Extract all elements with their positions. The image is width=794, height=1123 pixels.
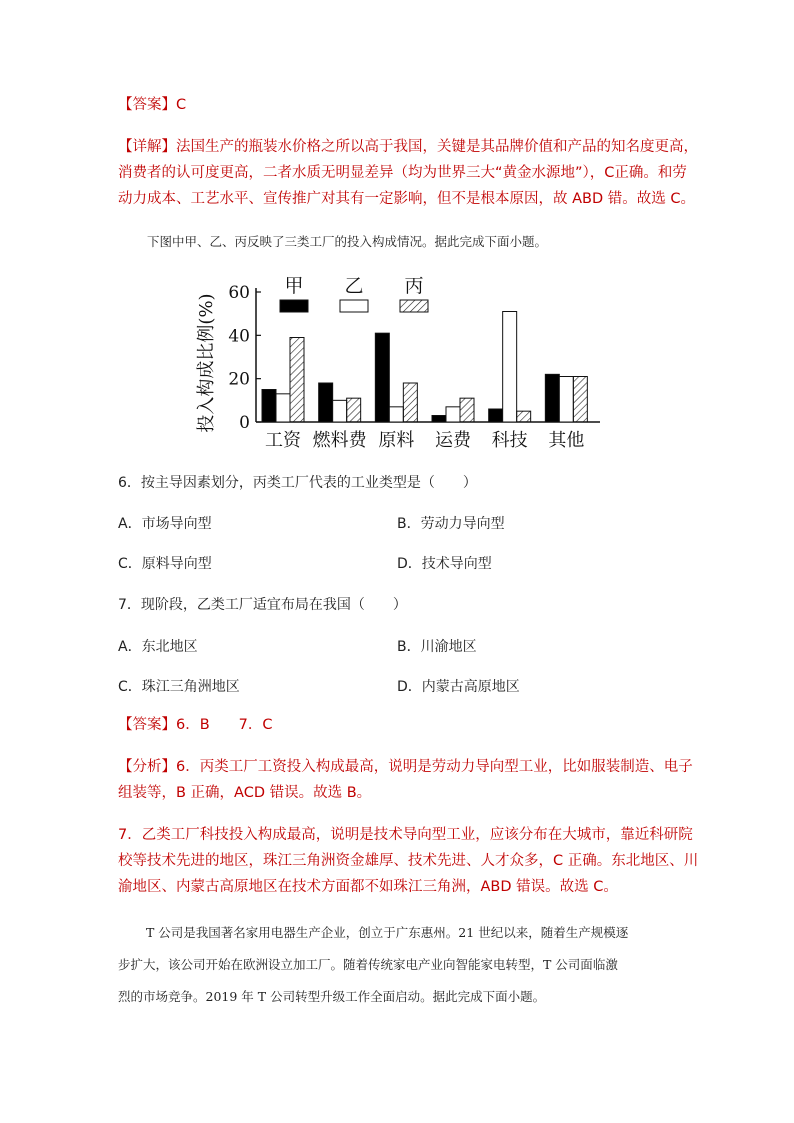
analysis7-line-1: 7．乙类工厂科技投入构成最高，说明是技术导向型工业，应该分布在大城市，靠近科研院 bbox=[118, 827, 693, 843]
legend-label-甲: 甲 bbox=[284, 275, 304, 297]
q7-option-d[interactable]: D．内蒙古高原地区 bbox=[397, 679, 520, 695]
y-axis-label: 投入构成比例(%) bbox=[196, 293, 217, 433]
intro2-line-2: 步扩大，该公司开始在欧洲设立加工厂。随着传统家电产业向智能家电转型，T 公司面临激 bbox=[118, 957, 618, 972]
y-tick-label: 40 bbox=[228, 326, 250, 347]
q6-option-b[interactable]: B．劳动力导向型 bbox=[397, 516, 505, 532]
bar-甲-原料 bbox=[375, 333, 389, 422]
analysis-line-2: 组装等，B 正确，ACD 错误。故选 B。 bbox=[118, 785, 372, 801]
bar-甲-工资 bbox=[262, 390, 276, 423]
bar-乙-工资 bbox=[276, 394, 290, 422]
x-tick-label: 其他 bbox=[548, 430, 585, 450]
detail-line-3: 动力成本、工艺水平、宣传推广对其有一定影响，但不是根本原因，故 ABD 错。故选 C。 bbox=[118, 191, 695, 207]
q7-stem: 7．现阶段，乙类工厂适宜布局在我国（ ） bbox=[118, 597, 407, 613]
bar-甲-其他 bbox=[545, 374, 559, 422]
bar-甲-科技 bbox=[489, 409, 503, 422]
intro2-line-1: T 公司是我国著名家用电器生产企业，创立于广东惠州。21 世纪以来，随着生产规模逐 bbox=[146, 925, 629, 940]
x-tick-label: 燃料费 bbox=[312, 430, 367, 450]
bar-丙-原料 bbox=[403, 383, 417, 422]
q6-option-d[interactable]: D．技术导向型 bbox=[397, 556, 492, 572]
bar-甲-燃料费 bbox=[319, 383, 333, 422]
analysis-line-1 bbox=[118, 754, 718, 780]
analysis7-line-3: 渝地区、内蒙古高原地区在技术方面都不如珠江三角洲，ABD 错误。故选 C。 bbox=[118, 879, 618, 895]
bar-乙-其他 bbox=[559, 377, 573, 423]
y-tick-label: 20 bbox=[228, 369, 250, 390]
bar-乙-原料 bbox=[389, 407, 403, 422]
q6-stem: 6．按主导因素划分，丙类工厂代表的工业类型是（ ） bbox=[118, 475, 477, 491]
bar-甲-运费 bbox=[432, 416, 446, 423]
bar-丙-燃料费 bbox=[347, 398, 361, 422]
analysis-block-7 bbox=[118, 822, 718, 900]
answer2-tag: 【答案】 bbox=[118, 717, 176, 733]
bar-乙-燃料费 bbox=[333, 400, 347, 422]
analysis-text-1: 6．丙类工厂工资投入构成最高，说明是劳动力导向型工业，比如服装制造、电子 bbox=[176, 759, 693, 775]
bar-丙-运费 bbox=[460, 398, 474, 422]
q6-option-a[interactable]: A．市场导向型 bbox=[118, 516, 212, 532]
analysis-tag: 【分析】 bbox=[118, 759, 176, 775]
answer-tag: 【答案】 bbox=[118, 97, 176, 113]
detail-line-2: 消费者的认可度更高，二者水质无明显差异（均为世界三大“黄金水源地”），C正确。和劳 bbox=[118, 165, 687, 181]
bar-chart bbox=[190, 270, 610, 450]
q7-option-b[interactable]: B．川渝地区 bbox=[397, 639, 477, 655]
answer-2 bbox=[118, 712, 273, 738]
legend-swatch-甲 bbox=[280, 300, 308, 312]
q6-option-c[interactable]: C．原料导向型 bbox=[118, 556, 212, 572]
intro-2 bbox=[118, 917, 708, 1013]
x-tick-label: 工资 bbox=[265, 430, 301, 450]
bar-乙-科技 bbox=[503, 312, 517, 423]
q7-option-a[interactable]: A．东北地区 bbox=[118, 639, 198, 655]
bar-丙-科技 bbox=[517, 411, 531, 422]
legend-label-乙: 乙 bbox=[344, 275, 364, 297]
bar-丙-工资 bbox=[290, 338, 304, 423]
x-tick-label: 原料 bbox=[378, 430, 415, 450]
detail-tag: 【详解】 bbox=[118, 139, 176, 155]
legend-label-丙: 丙 bbox=[404, 275, 424, 297]
detail-line-1 bbox=[118, 134, 718, 160]
intro2-line-3: 烈的市场竞争。2019 年 T 公司转型升级工作全面启动。据此完成下面小题。 bbox=[118, 989, 546, 1004]
y-tick-label: 0 bbox=[239, 413, 250, 433]
legend-swatch-丙 bbox=[400, 300, 428, 312]
analysis7-line-2: 校等技术先进的地区，珠江三角洲资金雄厚、技术先进、人才众多，C 正确。东北地区、川 bbox=[118, 853, 699, 869]
intro-1: 下图中甲、乙、丙反映了三类工厂的投入构成情况。据此完成下面小题。 bbox=[147, 234, 548, 249]
bar-乙-运费 bbox=[446, 407, 460, 422]
answer2-value: 6．B 7．C bbox=[176, 717, 273, 733]
detail-block bbox=[118, 134, 718, 212]
x-tick-label: 科技 bbox=[491, 430, 528, 450]
y-tick-label: 60 bbox=[228, 283, 250, 303]
x-tick-label: 运费 bbox=[435, 430, 471, 450]
legend-swatch-乙 bbox=[340, 300, 368, 312]
answer-value: C bbox=[176, 97, 187, 113]
detail-text-1: 法国生产的瓶装水价格之所以高于我国，关键是其品牌价值和产品的知名度更高， bbox=[176, 139, 698, 155]
q7-option-c[interactable]: C．珠江三角洲地区 bbox=[118, 679, 240, 695]
answer-1 bbox=[118, 92, 186, 118]
bar-丙-其他 bbox=[573, 377, 587, 423]
analysis-block bbox=[118, 754, 718, 806]
